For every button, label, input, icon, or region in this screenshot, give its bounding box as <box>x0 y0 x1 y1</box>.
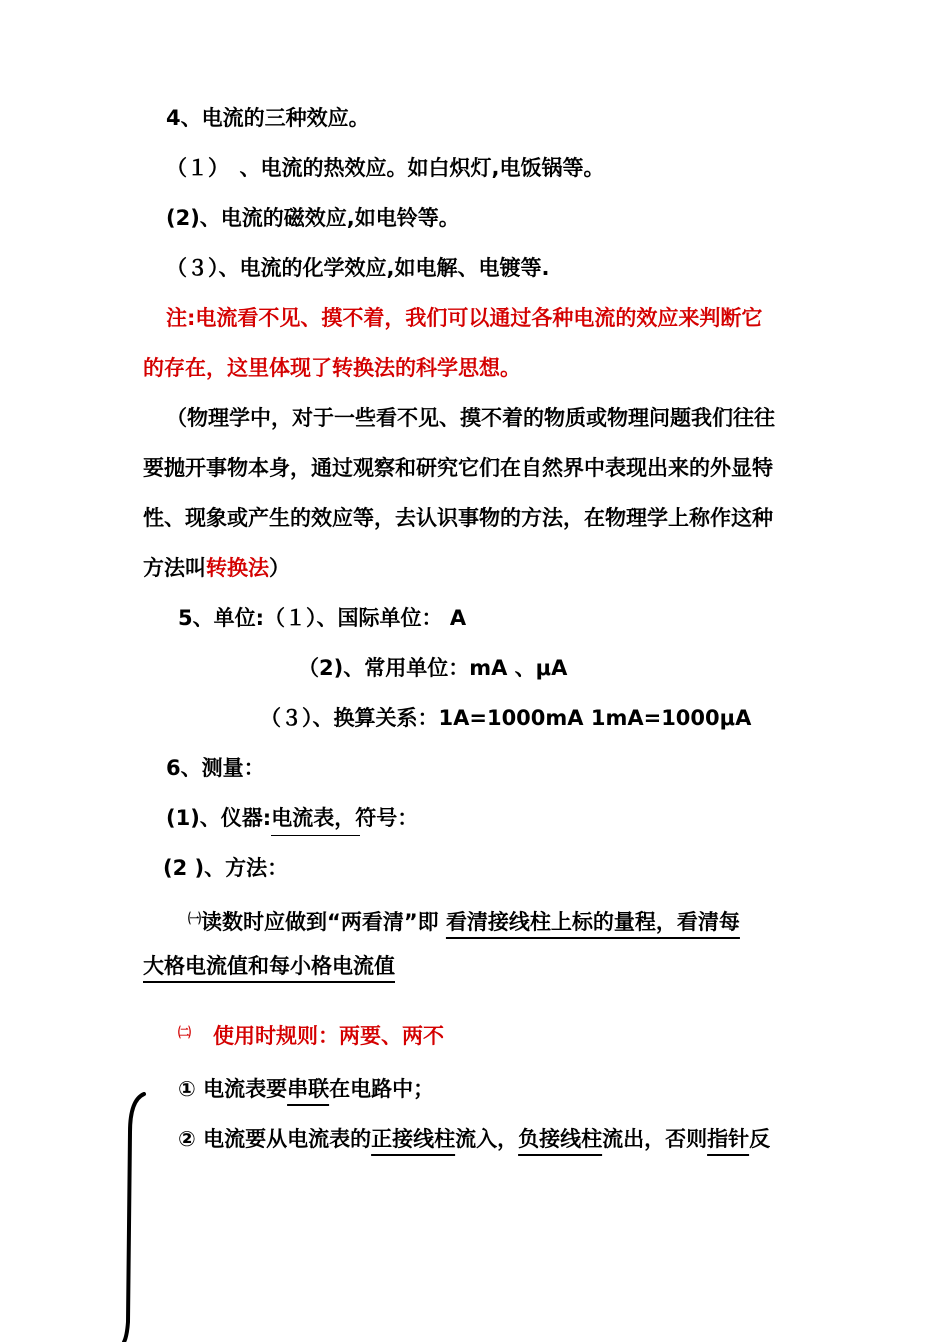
unit-conversion: （３）、换算关系：1A=1000mA 1mA=1000μA <box>260 706 752 730</box>
paragraph-line-4-text: 方法叫 <box>143 556 206 580</box>
reading-rule-line-1 <box>188 906 740 936</box>
instrument-text: (1)、仪器:电流表，符号： <box>166 806 419 830</box>
rule-2-text: ② 电流要从电流表的 <box>178 1127 372 1151</box>
method-title: (2 )、方法： <box>163 856 289 880</box>
rule-1-text: ① 电流表要 <box>178 1077 288 1101</box>
paragraph-line-3: 性、现象或产生的效应等，去认识事物的方法，在物理学上称作这种 <box>143 506 773 530</box>
rule-1 <box>178 1075 434 1103</box>
reading-text: 读数时应做到“两看清”即 <box>201 910 446 934</box>
reading-underlined-1: 看清接线柱上标的量程，看清每 <box>445 910 740 934</box>
section-5-title: 5、单位:（１）、国际单位： A <box>178 606 467 630</box>
reading-marker: ㈠ <box>188 912 202 927</box>
section-4-title: 4、电流的三种效应。 <box>166 106 370 130</box>
conversion-method-term: 转换法 <box>206 556 269 580</box>
section-6-title: 6、测量： <box>166 756 265 780</box>
usage-rules-title <box>178 1020 444 1050</box>
rule-2-text-mid-1: 流入， <box>455 1127 519 1151</box>
rule-2-underlined-positive: 正接线柱 <box>371 1127 456 1151</box>
reading-rule-line-2 <box>143 952 395 980</box>
rule-2-text-end: 反 <box>749 1127 771 1151</box>
usage-rules-marker: ㈡ <box>178 1026 192 1041</box>
rule-2-underlined-negative: 负接线柱 <box>518 1127 603 1151</box>
note-line-1: 注:电流看不见、摸不着，我们可以通过各种电流的效应来判断它 <box>166 306 763 330</box>
symbol-blank <box>271 835 360 836</box>
rule-1-text-end: 在电路中； <box>329 1077 435 1101</box>
paragraph-line-4 <box>143 554 290 582</box>
rule-2 <box>178 1125 770 1153</box>
effect-chemical: （３）、电流的化学效应,如电解、电镀等. <box>166 256 550 280</box>
common-units: （2)、常用单位：mA 、μA <box>298 656 568 680</box>
paragraph-line-2: 要抛开事物本身，通过观察和研究它们在自然界中表现出来的外显特 <box>143 456 773 480</box>
usage-rules-text: 使用时规则：两要、两不 <box>212 1024 444 1048</box>
paragraph-line-1: （物理学中，对于一些看不见、摸不着的物质或物理问题我们往往 <box>166 406 775 430</box>
effect-magnetic: (2)、电流的磁效应,如电铃等。 <box>166 206 460 230</box>
rule-2-text-mid-2: 流出，否则 <box>602 1127 708 1151</box>
instrument-line <box>166 804 418 832</box>
effect-heat: （１） 、电流的热效应。如白炽灯,电饭锅等。 <box>166 156 605 180</box>
reading-underlined-2: 大格电流值和每小格电流值 <box>143 954 395 978</box>
rule-2-underlined-pointer: 指针 <box>707 1127 750 1151</box>
paragraph-close-paren: ） <box>269 556 290 580</box>
left-brace-icon <box>112 1092 152 1342</box>
note-line-2: 的存在，这里体现了转换法的科学思想。 <box>143 356 521 380</box>
rule-1-underlined: 串联 <box>287 1077 330 1101</box>
